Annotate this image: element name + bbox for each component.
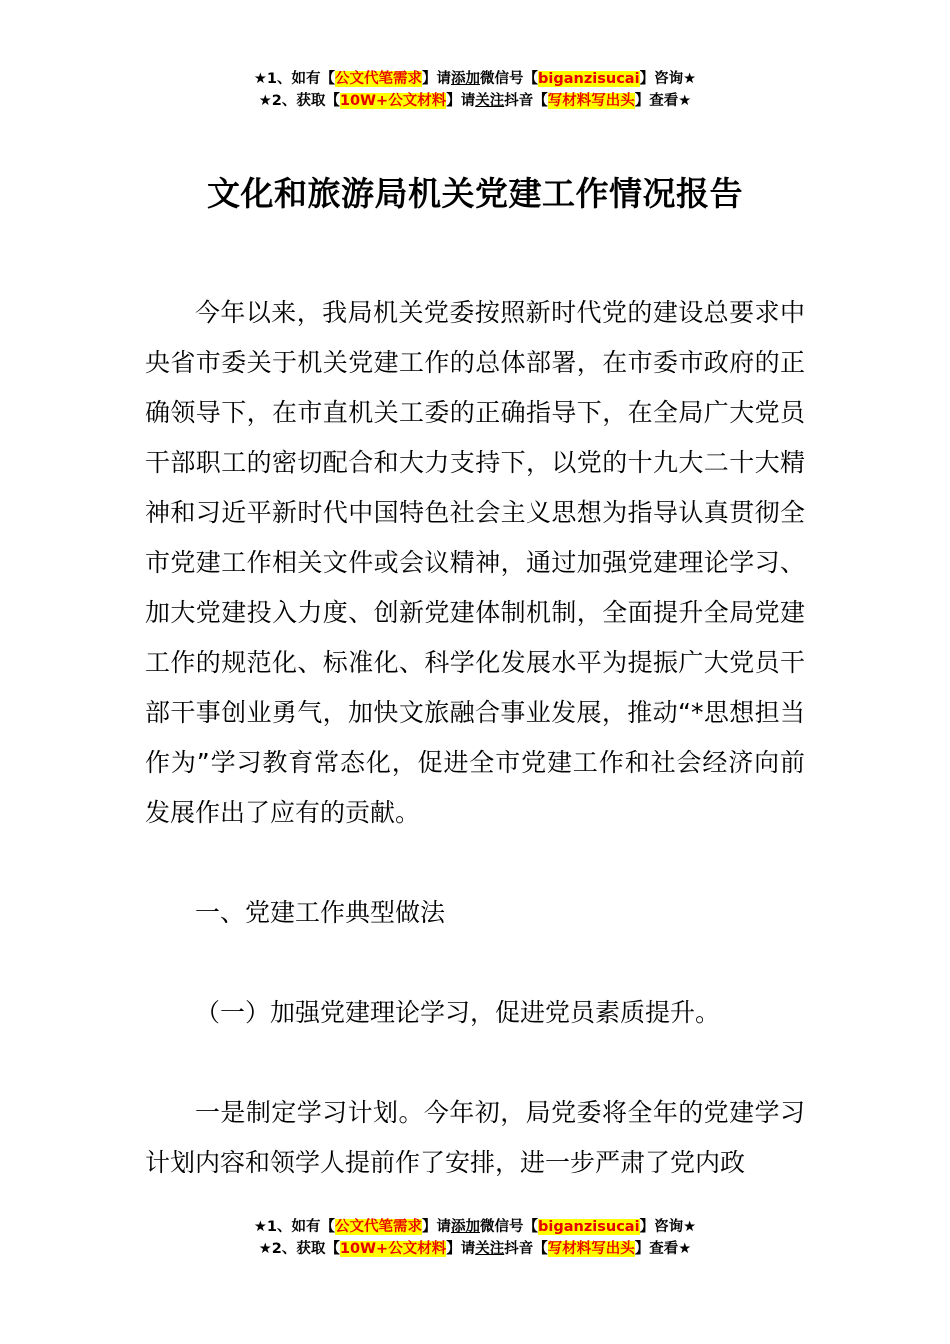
promo-line-1 [0,68,950,90]
promo-line-2 [0,1238,950,1260]
promo-text-underlined: 关注 [475,93,505,109]
section-heading-1: 一、党建工作典型做法 [195,898,446,927]
promo-banner-top [0,68,950,112]
promo-text: 】请 [446,1241,476,1257]
promo-text: 】请 [422,1219,452,1235]
promo-text: ★1、如有【 [253,1219,336,1235]
promo-banner-bottom [0,1216,950,1260]
promo-text: 】咨询★ [639,1219,697,1235]
highlight-materials: 10W+公文材料 [339,1241,447,1257]
promo-text: 抖音【 [504,93,548,109]
promo-text: 】查看★ [634,1241,692,1257]
paragraph-intro: 今年以来，我局机关党委按照新时代党的建设总要求中央省市委关于机关党建工作的总体部署，在市委市政府的正确领导下，在市直机关工委的正确指导下，在全局广大党员干部职工的密切配合和大力支持下，以党的十九大二十大精神和习近平新时代中国特色社会主义思想为指导认真贯彻全市党建工作相关文件或会议精神，通过加强党建理论学习、加大党建投入力度、创新党建体制机制，全面提升全局党建工作的规范化、标准化、科学化发展水平为提振广大党员干部干事创业勇气，加快文旅融合事业发展，推动“*思想担当作为”学习教育常态化，促进全市党建工作和社会经济向前发展作出了应有的贡献。 [145,298,805,827]
paragraph-study-plan: 一是制定学习计划。今年初，局党委将全年的党建学习计划内容和领学人提前作了安排，进一步严肃了党内政 [145,1098,805,1177]
promo-text: 】请 [446,93,476,109]
highlight-douyin-id: 写材料写出头 [547,93,635,109]
promo-text: 微信号【 [480,71,539,87]
promo-text-underlined: 添加 [451,1219,481,1235]
promo-text: 】咨询★ [639,71,697,87]
highlight-wechat-id: biganzisucai [538,1219,640,1235]
promo-text: ★2、获取【 [258,1241,340,1257]
highlight-service: 公文代笔需求 [335,1219,423,1235]
promo-text: ★1、如有【 [253,71,336,87]
promo-text-underlined: 添加 [451,71,481,87]
highlight-materials: 10W+公文材料 [339,93,447,109]
promo-text: ★2、获取【 [258,93,340,109]
promo-text: 抖音【 [504,1241,548,1257]
document-title: 文化和旅游局机关党建工作情况报告 [207,174,743,214]
promo-line-2 [0,90,950,112]
document-body [145,288,805,1188]
promo-text: 】请 [422,71,452,87]
promo-text: 微信号【 [480,1219,539,1235]
highlight-douyin-id: 写材料写出头 [547,1241,635,1257]
highlight-wechat-id: biganzisucai [538,71,640,87]
subsection-heading-1: （一）加强党建理论学习，促进党员素质提升。 [195,998,721,1027]
promo-text: 】查看★ [634,93,692,109]
promo-text-underlined: 关注 [475,1241,505,1257]
highlight-service: 公文代笔需求 [335,71,423,87]
promo-line-1 [0,1216,950,1238]
